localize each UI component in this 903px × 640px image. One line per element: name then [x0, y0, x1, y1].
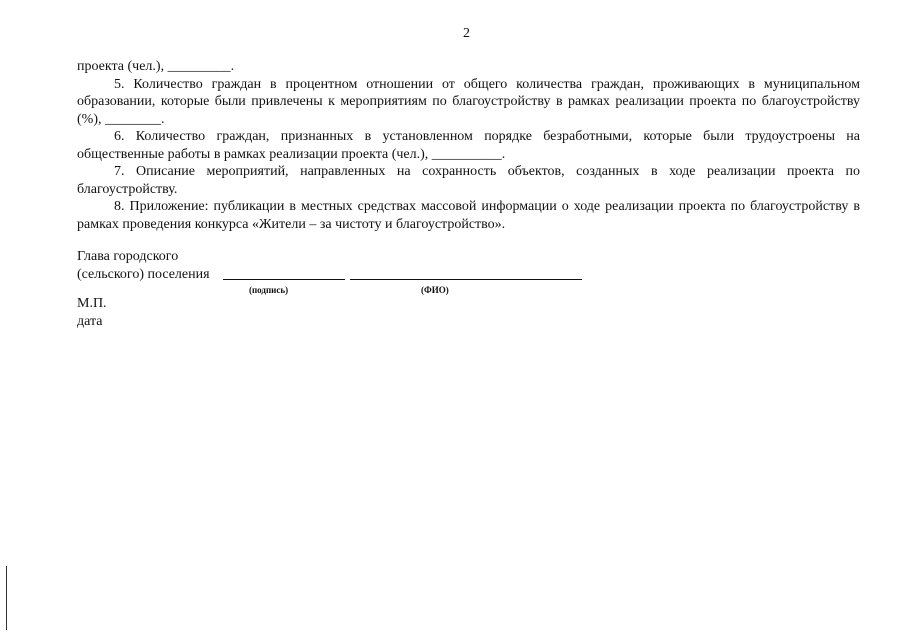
name-caption: (ФИО) [421, 284, 449, 295]
paragraph-8: 8. Приложение: публикации в местных средствах массовой информации о ходе реализации проекта по благоустройству в рамках проведения конкурса «Жители – за чистоту и благоустройство». [77, 199, 860, 232]
signatory-title-line1: Глава городского [77, 249, 179, 264]
paragraph-4-continuation: проекта (чел.), _________. [77, 59, 235, 74]
signatory-title-line2: (сельского) поселения [77, 266, 210, 282]
document-body [77, 58, 860, 233]
scan-edge-mark [6, 566, 7, 630]
signature-blank-line [223, 279, 345, 280]
signature-caption: (подпись) [249, 284, 289, 295]
date-label: дата [77, 314, 103, 329]
page-number: 2 [463, 26, 470, 41]
name-blank-line [350, 279, 582, 280]
signature-row [77, 266, 597, 295]
signature-block [77, 248, 597, 295]
paragraph-7: 7. Описание мероприятий, направленных на сохранность объектов, созданных в ходе реализации проекта по благоустройству. [77, 164, 860, 197]
paragraph-5: 5. Количество граждан в процентном отношении от общего количества граждан, проживающих в муниципальном образовании, которые были привлечены к мероприятиям по благоустройству в рамках реализации проекта по благоустройству (%), ________. [77, 76, 860, 127]
stamp-label: М.П. [77, 296, 107, 311]
paragraph-6: 6. Количество граждан, признанных в установленном порядке безработными, которые были трудоустроены на общественные работы в рамках реализации проекта (чел.), __________. [77, 129, 860, 162]
